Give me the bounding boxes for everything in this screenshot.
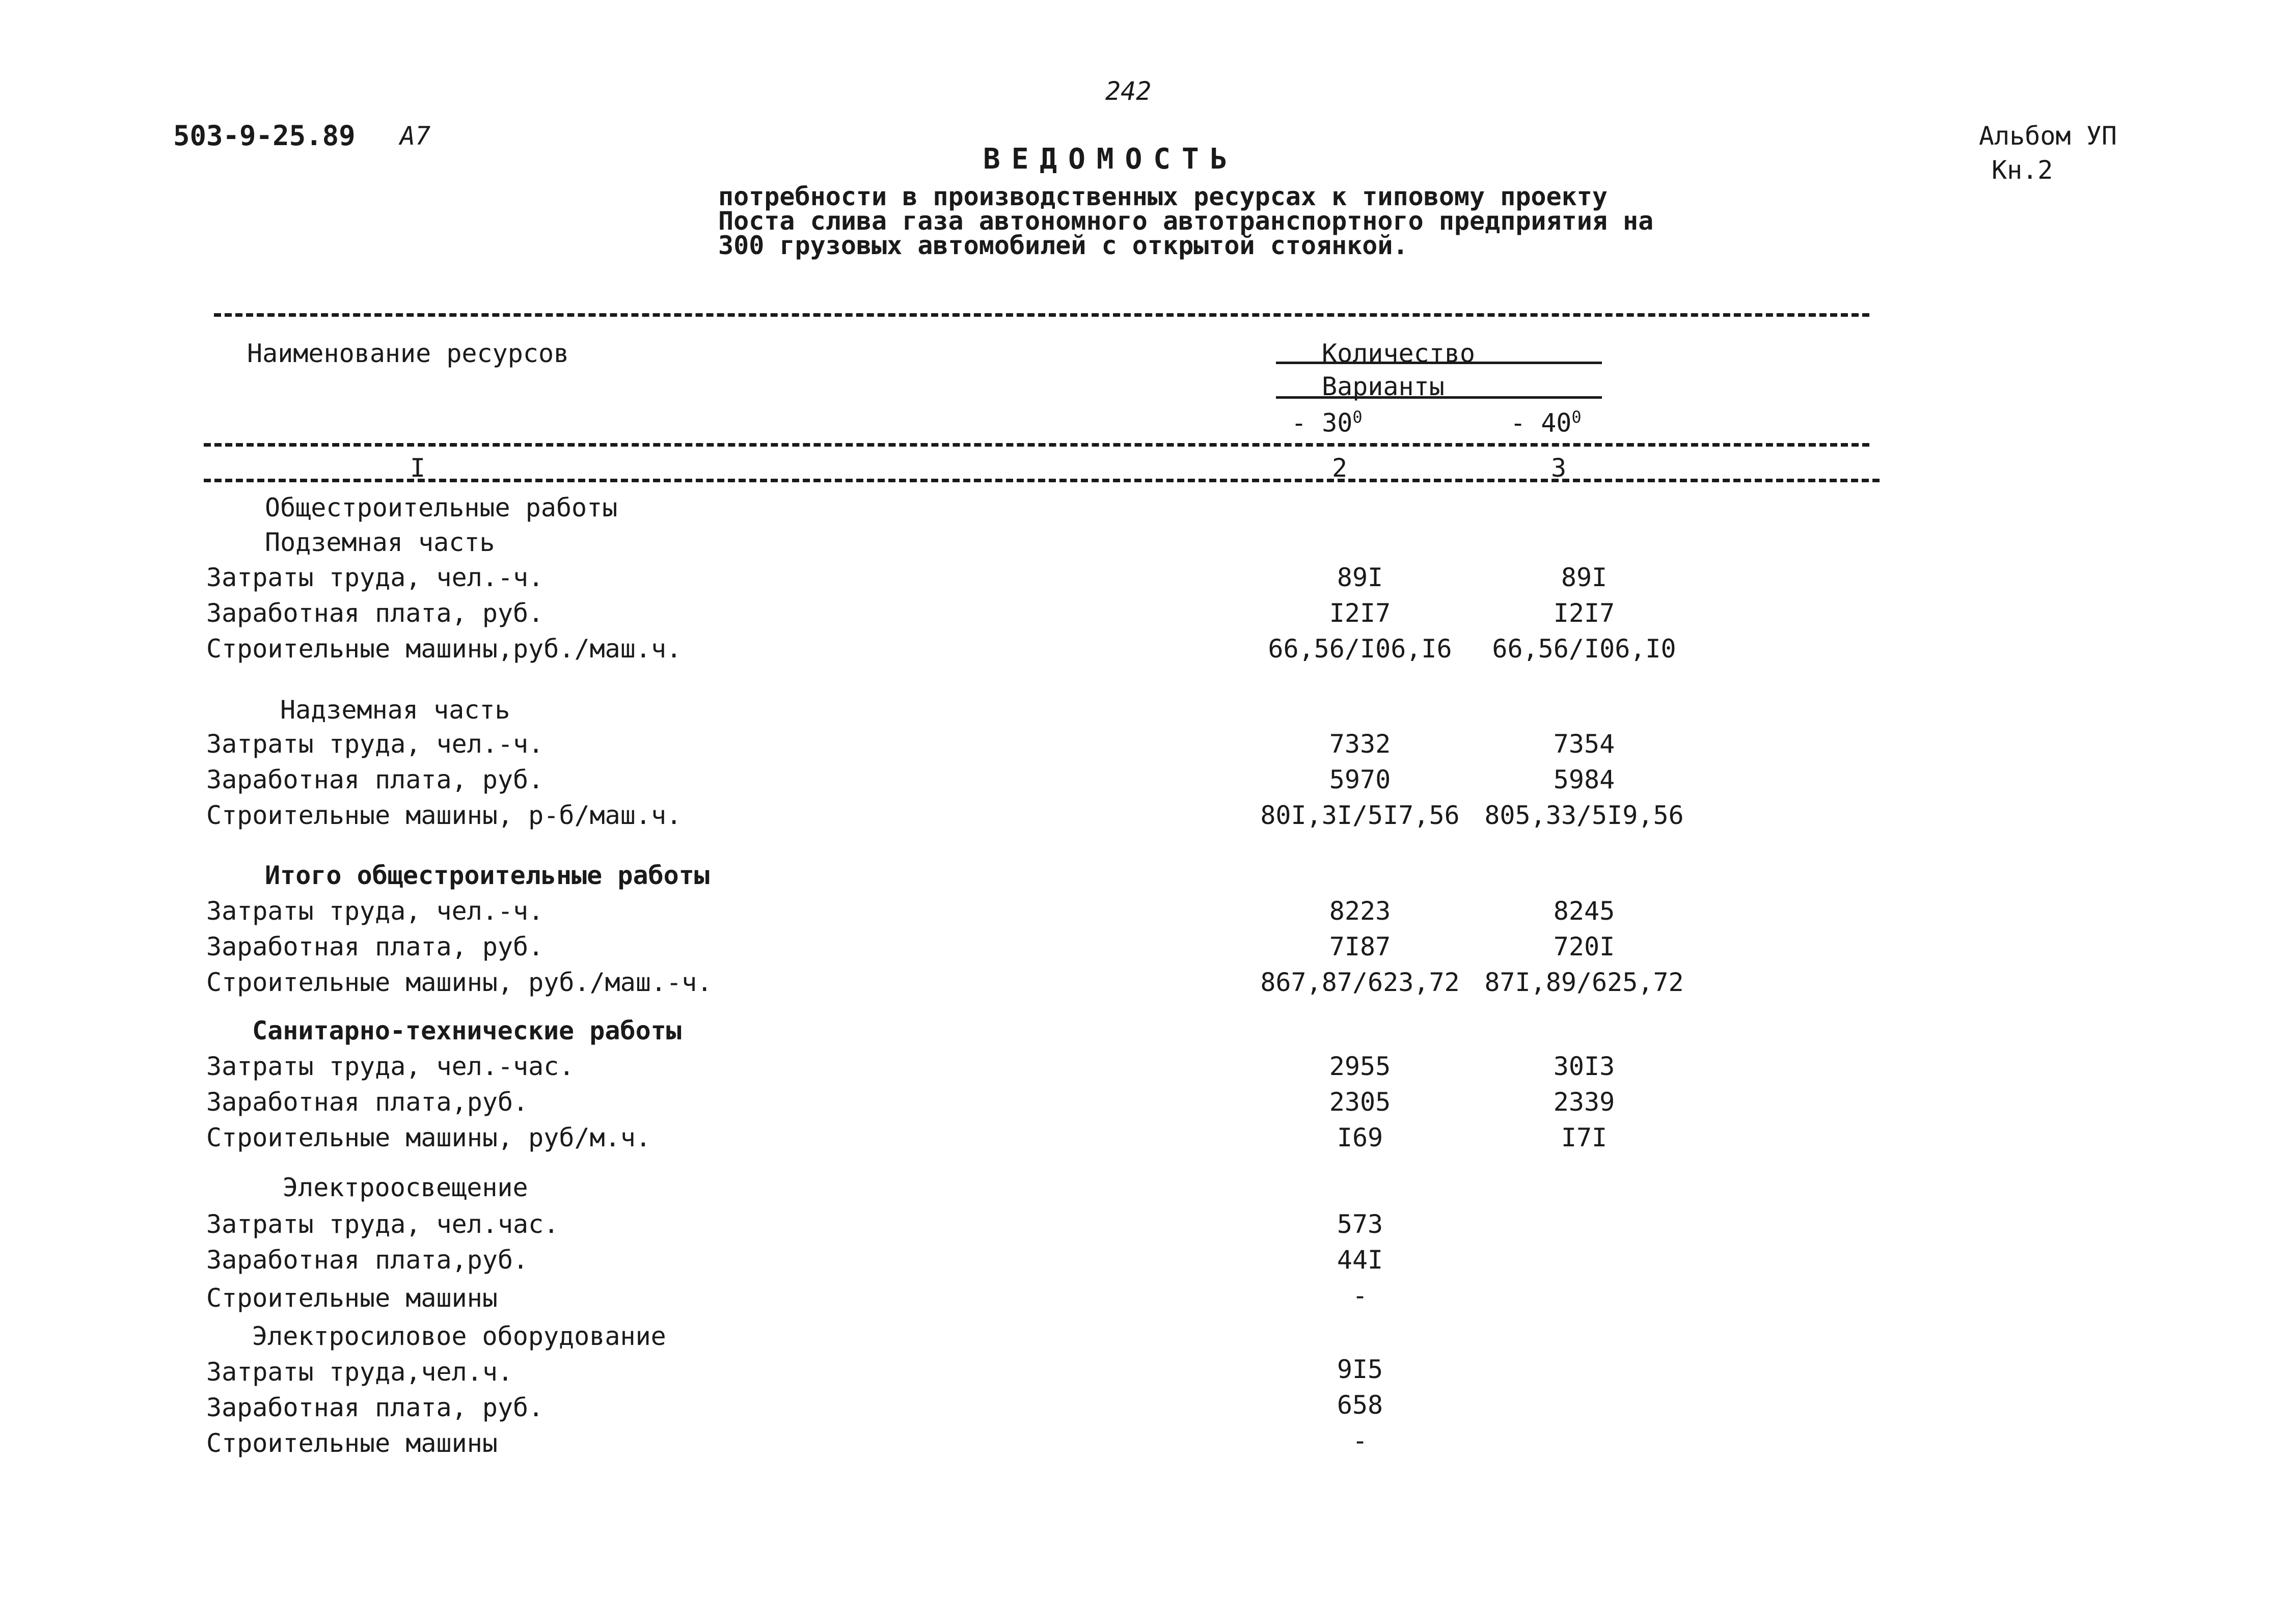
numbering-rule <box>204 479 1880 482</box>
row-value-2: 8245 <box>1553 896 1615 926</box>
row-value-1: 7332 <box>1329 729 1391 759</box>
column-header-variants: Варианты <box>1322 372 1445 401</box>
row-value-2: 30I3 <box>1553 1052 1615 1081</box>
row-value-1: 2305 <box>1329 1087 1391 1117</box>
variants-underline <box>1276 396 1602 399</box>
subtitle-line-3: 300 грузовых автомобилей с открытой стоянкой. <box>718 231 1408 260</box>
document-title: ВЕДОМОСТЬ <box>983 143 1239 176</box>
row-label: Затраты труда, чел.-ч. <box>206 896 544 926</box>
table-top-rule <box>214 313 1869 317</box>
column-number-1: I <box>410 453 426 483</box>
row-label: Затраты труда, чел.-час. <box>206 1052 575 1081</box>
doc-code: 503-9-25.89 <box>173 120 356 152</box>
section-above-ground: Надземная часть <box>280 695 510 725</box>
row-value-1: 9I5 <box>1337 1355 1383 1384</box>
row-value-2: 805,33/5I9,56 <box>1484 801 1684 830</box>
row-label: Строительные машины,руб./маш.ч. <box>206 634 682 664</box>
row-value-2: I2I7 <box>1553 598 1615 628</box>
row-label: Заработная плата, руб. <box>206 765 544 794</box>
subtitle-line-1: потребности в производственных ресурсах к типовому проекту <box>718 182 1608 211</box>
row-value-1: 89I <box>1337 563 1383 592</box>
row-label: Заработная плата, руб. <box>206 1393 544 1422</box>
row-value-2: I7I <box>1561 1123 1608 1152</box>
album-label: Альбом УП <box>1979 121 2117 151</box>
row-value-1: 80I,3I/5I7,56 <box>1260 801 1460 830</box>
row-value-1: I69 <box>1337 1123 1383 1152</box>
section-underground: Подземная часть <box>265 528 495 557</box>
row-label: Строительные машины <box>206 1428 498 1458</box>
row-label: Затраты труда,чел.ч. <box>206 1357 513 1387</box>
row-value-2: 720I <box>1553 932 1615 961</box>
section-power-equipment: Электросиловое оборудование <box>252 1322 666 1351</box>
variant-1-header: - $30^0$ <box>1291 407 1363 438</box>
row-label: Строительные машины <box>206 1283 498 1313</box>
quantity-underline <box>1276 362 1602 364</box>
row-value-1: I2I7 <box>1329 598 1391 628</box>
row-value-2: 87I,89/625,72 <box>1484 968 1684 997</box>
header-bottom-rule <box>204 443 1869 447</box>
row-value-1: 7I87 <box>1329 932 1391 961</box>
row-value-2: 5984 <box>1553 765 1615 794</box>
row-value-2: 7354 <box>1553 729 1615 759</box>
row-value-2: 89I <box>1561 563 1608 592</box>
row-value-1: 8223 <box>1329 896 1391 926</box>
row-label: Строительные машины, руб/м.ч. <box>206 1123 651 1152</box>
page-number: 242 <box>1105 76 1152 106</box>
row-label: Строительные машины, р-б/маш.ч. <box>206 801 682 830</box>
section-general-construction: Общестроительные работы <box>265 493 618 522</box>
column-number-3: 3 <box>1551 453 1567 483</box>
row-label: Заработная плата, руб. <box>206 598 544 628</box>
row-value-1: 5970 <box>1329 765 1391 794</box>
row-label: Заработная плата,руб. <box>206 1245 529 1275</box>
row-value-1: 573 <box>1337 1209 1383 1239</box>
row-label: Затраты труда, чел.-ч. <box>206 563 544 592</box>
column-number-2: 2 <box>1332 453 1348 483</box>
row-label: Затраты труда, чел.час. <box>206 1209 559 1239</box>
row-label: Заработная плата, руб. <box>206 932 544 961</box>
row-value-2: 66,56/I06,I0 <box>1492 634 1676 664</box>
column-header-resources: Наименование ресурсов <box>247 339 569 368</box>
row-label: Заработная плата,руб. <box>206 1087 529 1117</box>
row-value-1: 44I <box>1337 1245 1383 1275</box>
row-label: Затраты труда, чел.-ч. <box>206 729 544 759</box>
subtitle-line-2: Поста слива газа автономного автотранспортного предприятия на <box>718 206 1654 236</box>
column-header-quantity: Количество <box>1322 339 1476 368</box>
row-label: Строительные машины, руб./маш.-ч. <box>206 968 713 997</box>
row-value-1: 658 <box>1337 1390 1383 1420</box>
row-value-1: 66,56/I06,I6 <box>1268 634 1452 664</box>
row-value-2: 2339 <box>1553 1087 1615 1117</box>
book-label: Кн.2 <box>1992 155 2053 185</box>
row-value-1: - <box>1352 1281 1368 1310</box>
row-value-1: 867,87/623,72 <box>1260 968 1460 997</box>
row-value-1: 2955 <box>1329 1052 1391 1081</box>
section-sanitary: Санитарно-технические работы <box>252 1016 682 1045</box>
sheet-label: А7 <box>400 121 431 151</box>
variant-2-header: - $40^0$ <box>1510 407 1582 438</box>
row-value-1: - <box>1352 1426 1368 1455</box>
section-general-total: Итого общестроительные работы <box>265 861 710 890</box>
section-lighting: Электроосвещение <box>283 1173 528 1202</box>
